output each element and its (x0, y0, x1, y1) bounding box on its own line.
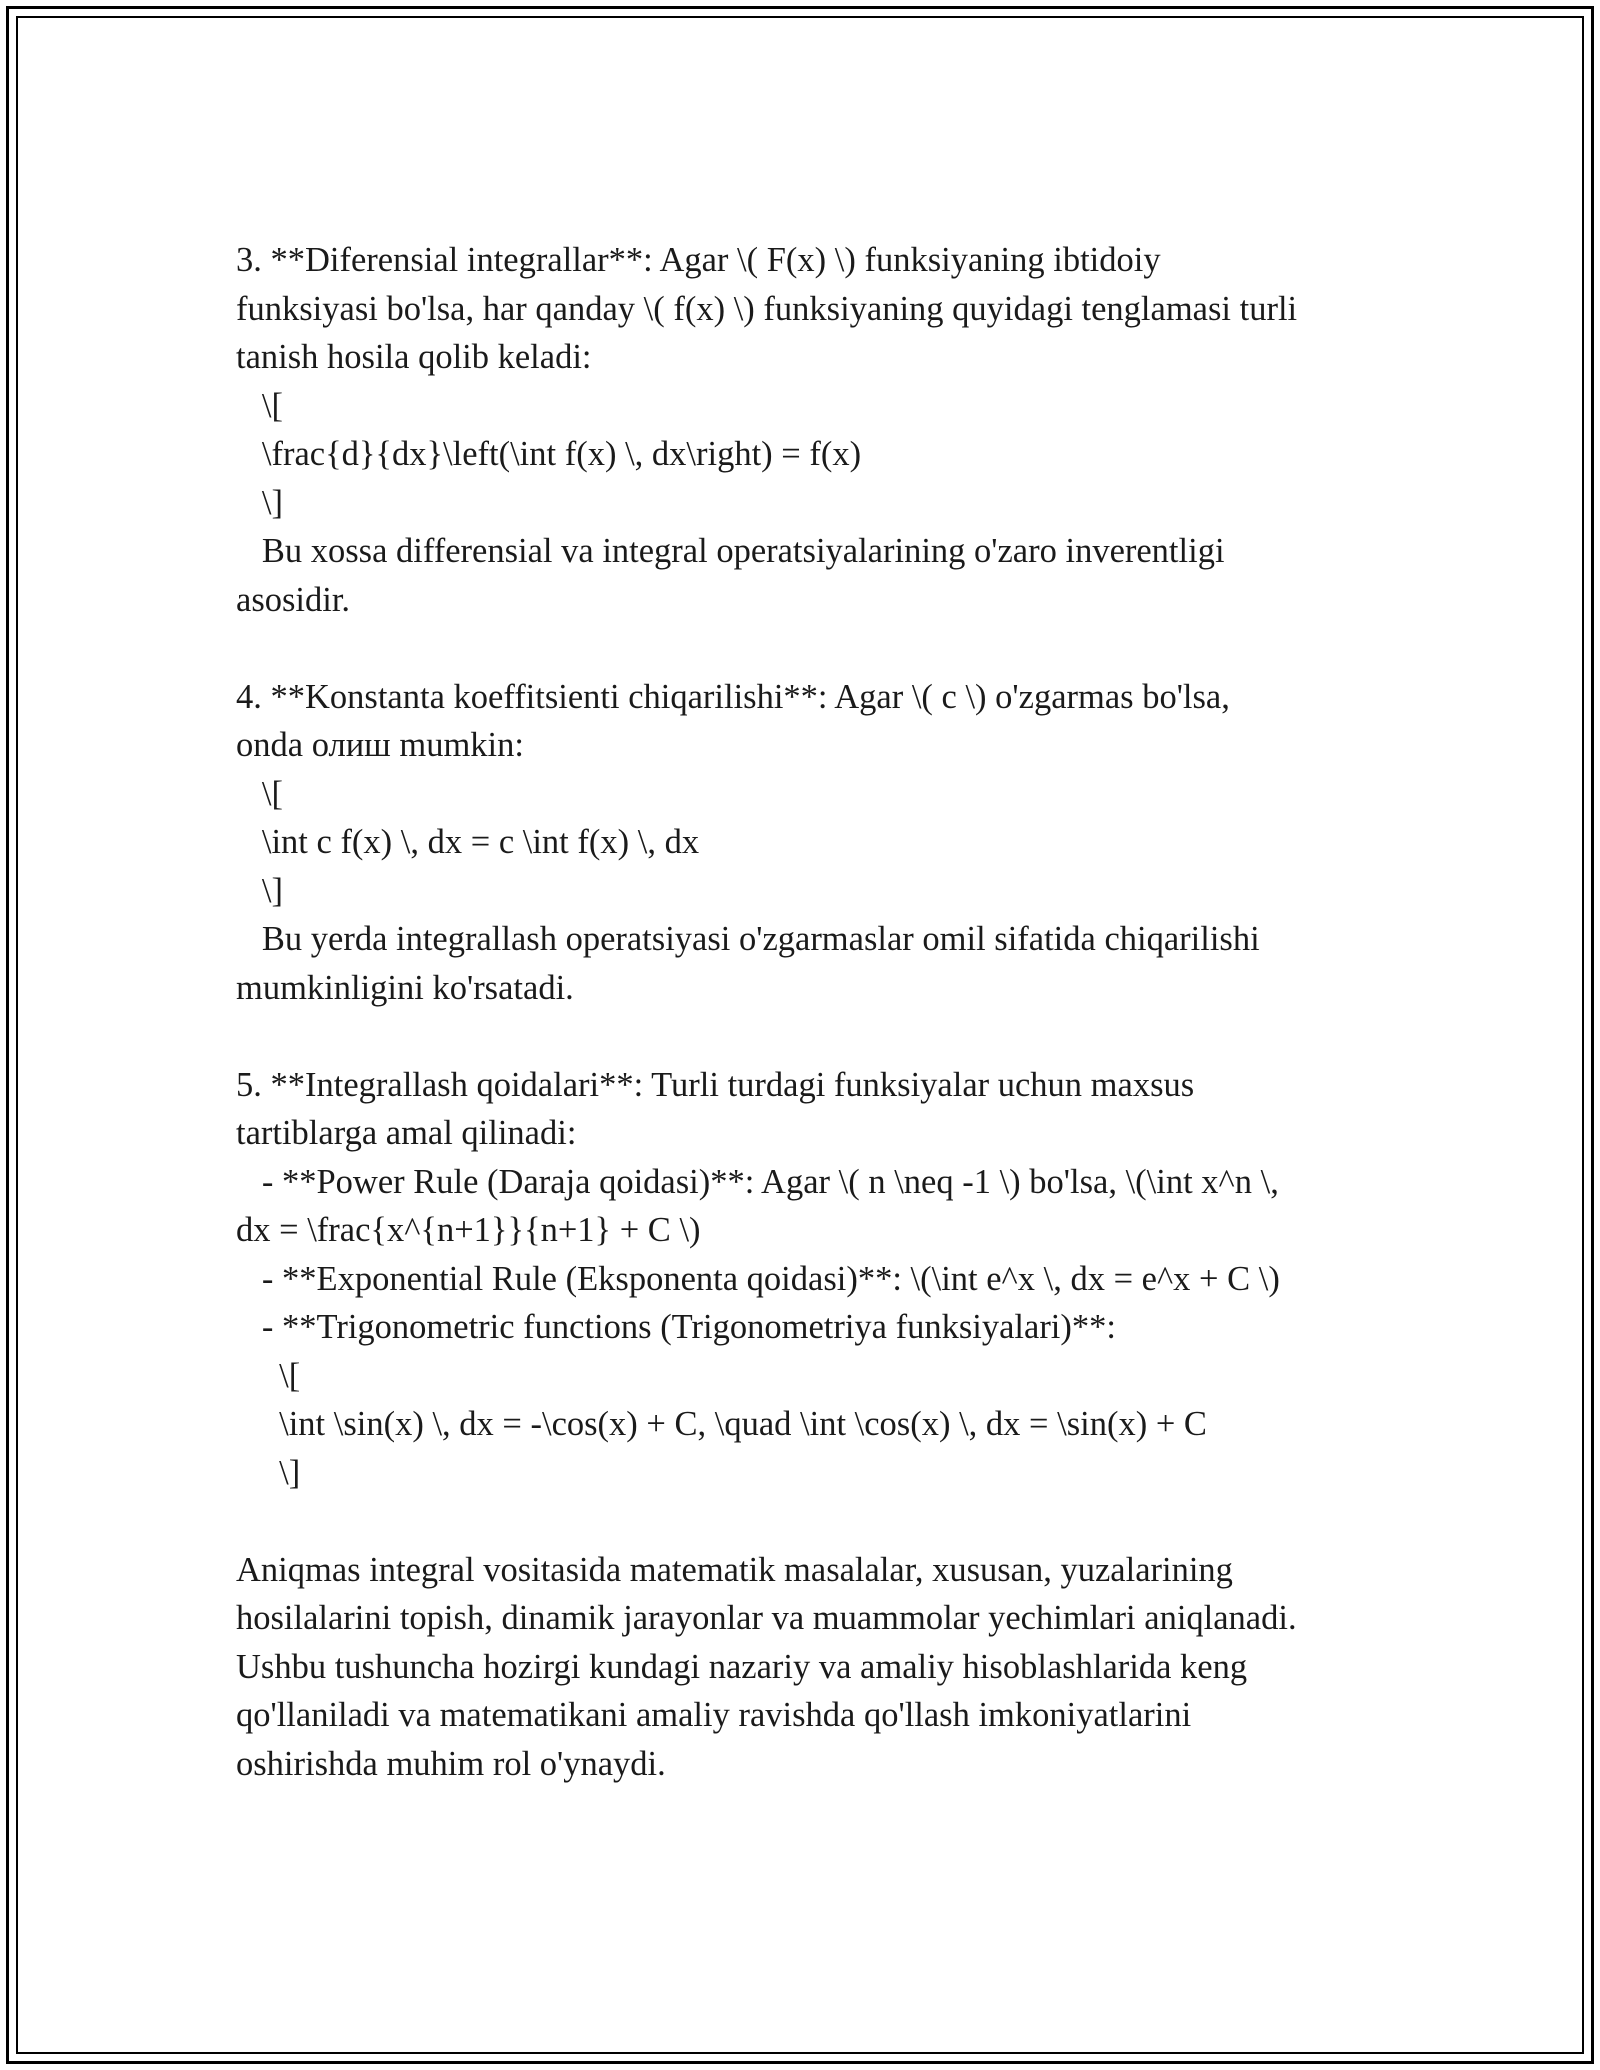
text-line: Bu yerda integrallash operatsiyasi o'zgarmaslar omil sifatida chiqarilishi (236, 920, 1260, 958)
list-item-power-rule: - **Power Rule (Daraja qoidasi)**: Agar \( n \neq -1 \) bo'lsa, \(\int x^n \, (236, 1162, 1279, 1201)
document-body (236, 236, 1386, 1788)
paragraph-spacer (236, 624, 1386, 673)
formula-line: \frac{d}{dx}\left(\int f(x) \, dx\right) = f(x) (236, 435, 862, 473)
text-line: hosilalarini topish, dinamik jarayonlar va muammolar yechimlari aniqlanadi. (236, 1599, 1297, 1637)
text-line: onda олиш mumkin: (236, 726, 524, 764)
formula-close: \] (236, 871, 283, 910)
formula-open: \[ (236, 774, 283, 813)
formula-open: \[ (236, 386, 283, 425)
section-xulosa (236, 1546, 1386, 1789)
list-item-trigonometric: - **Trigonometric functions (Trigonometriya funksiyalari)**: (236, 1308, 1116, 1346)
text-line: 4. **Konstanta koeffitsienti chiqarilishi**: Agar \( c \) o'zgarmas bo'lsa, (236, 677, 1230, 716)
text-line: 3. **Diferensial integrallar**: Agar \( F(x) \) funksiyaning ibtidoiy (236, 241, 1161, 279)
text-line: qo'llaniladi va matematikani amaliy ravishda qo'llash imkoniyatlarini (236, 1696, 1192, 1734)
text-line: dx = \frac{x^{n+1}}{n+1} + C \) (236, 1211, 701, 1249)
formula-close: \] (236, 483, 283, 522)
formula-line: \int c f(x) \, dx = c \int f(x) \, dx (236, 823, 700, 861)
text-line: mumkinligini ko'rsatadi. (236, 968, 574, 1007)
text-line: Ushbu tushuncha hozirgi kundagi nazariy va amaliy hisoblashlarida keng (236, 1647, 1248, 1686)
text-line: tanish hosila qolib keladi: (236, 338, 592, 376)
formula-line: \int \sin(x) \, dx = -\cos(x) + C, \quad \int \cos(x) \, dx = \sin(x) + C (236, 1405, 1207, 1443)
section-diferensial-integrallar (236, 236, 1386, 624)
text-line: oshirishda muhim rol o'ynaydi. (236, 1744, 666, 1783)
paragraph-spacer (236, 1012, 1386, 1061)
formula-open: \[ (236, 1356, 301, 1395)
text-line: asosidir. (236, 580, 351, 619)
text-line: funksiyasi bo'lsa, har qanday \( f(x) \) funksiyaning quyidagi tenglamasi turli (236, 289, 1298, 328)
text-line: 5. **Integrallash qoidalari**: Turli turdagi funksiyalar uchun maxsus (236, 1065, 1195, 1104)
section-integrallash-qoidalari (236, 1061, 1386, 1498)
text-line: Aniqmas integral vositasida matematik masalalar, xususan, yuzalarining (236, 1550, 1233, 1589)
text-line: Bu xossa differensial va integral operatsiyalarining o'zaro inverentligi (236, 532, 1225, 570)
paragraph-spacer (236, 1497, 1386, 1546)
formula-close: \] (236, 1453, 301, 1492)
list-item-exponential-rule: - **Exponential Rule (Eksponenta qoidasi)**: \(\int e^x \, dx = e^x + C \) (236, 1259, 1280, 1298)
section-konstanta-koeffitsienti (236, 673, 1386, 1013)
text-line: tartiblarga amal qilinadi: (236, 1114, 577, 1152)
